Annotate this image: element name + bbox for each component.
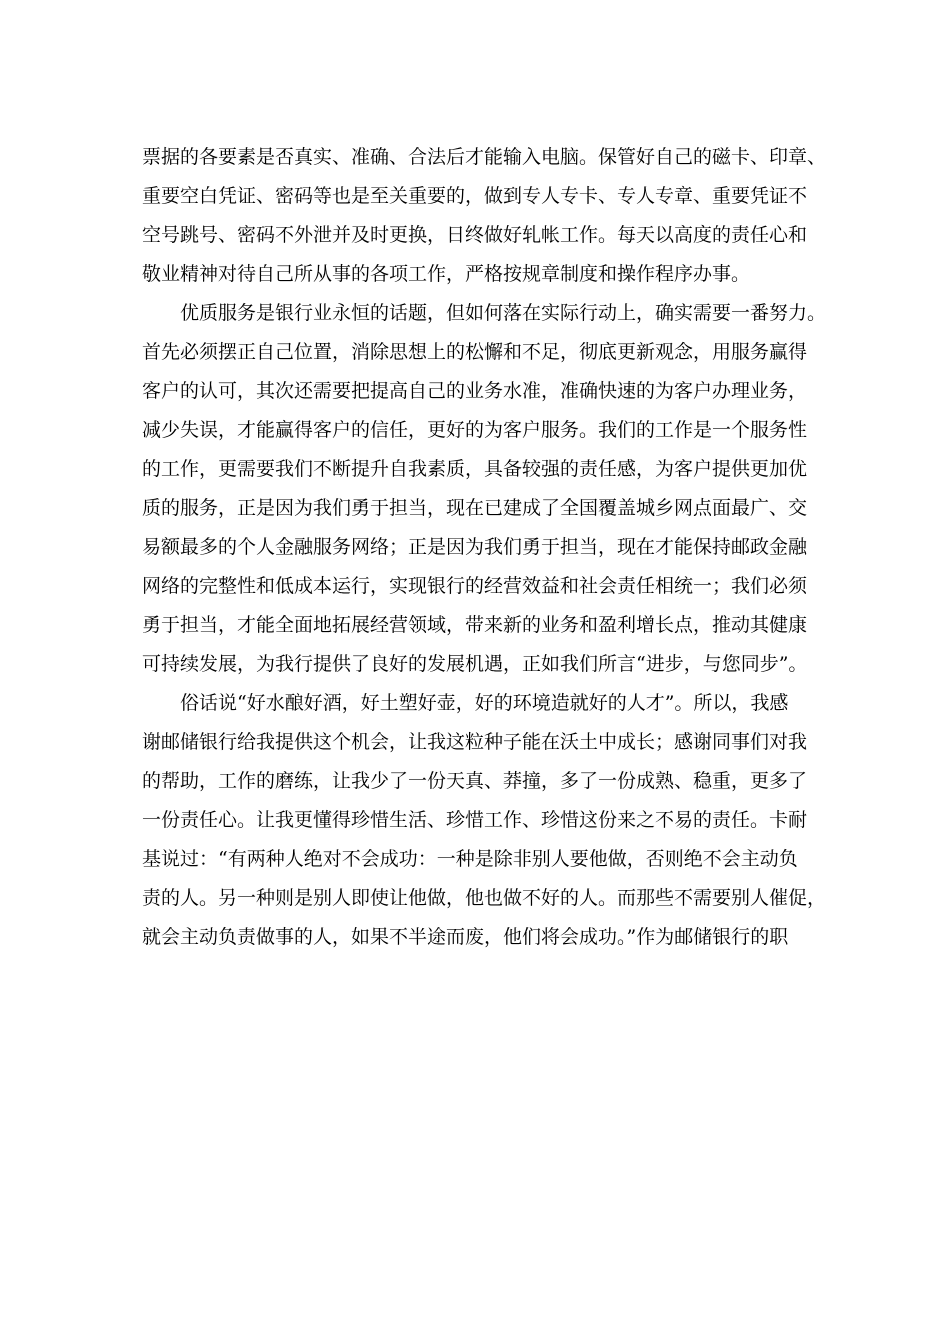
text-line: 票据的各要素是否真实、准确、合法后才能输入电脑。保管好自己的磁卡、印章、 [142,146,827,168]
text-line: 就会主动负责做事的人，如果不半途而废，他们将会成功。”作为邮储银行的职 [142,926,789,948]
text-line: 网络的完整性和低成本运行，实现银行的经营效益和社会责任相统一；我们必须 [142,575,808,597]
text-line: 减少失误，才能赢得客户的信任，更好的为客户服务。我们的工作是一个服务性 [142,419,808,441]
text-line: 勇于担当，才能全面地拓展经营领域，带来新的业务和盈利增长点，推动其健康 [142,614,808,636]
text-line: 空号跳号、密码不外泄并及时更换，日终做好轧帐工作。每天以高度的责任心和 [142,224,808,246]
text-line: 质的服务，正是因为我们勇于担当，现在已建成了全国覆盖城乡网点面最广、交 [142,497,808,519]
paragraph-start-line: 俗话说“好水酿好酒，好土塑好壶，好的环境造就好的人才”。所以，我感 [180,692,789,714]
text-line: 可持续发展，为我行提供了良好的发展机遇，正如我们所言“进步，与您同步”。 [142,653,808,675]
text-line: 的帮助，工作的磨练，让我少了一份天真、莽撞，多了一份成熟、稳重，更多了 [142,770,808,792]
text-line: 首先必须摆正自己位置，消除思想上的松懈和不足，彻底更新观念，用服务赢得 [142,341,808,363]
document-body [142,138,832,957]
text-line: 基说过：“有两种人绝对不会成功：一种是除非别人要他做，否则绝不会主动负 [142,848,798,870]
text-line: 敬业精神对待自己所从事的各项工作，严格按规章制度和操作程序办事。 [142,263,751,285]
text-line: 客户的认可，其次还需要把提高自己的业务水准，准确快速的为客户办理业务， [142,380,808,402]
text-line: 谢邮储银行给我提供这个机会，让我这粒种子能在沃土中成长；感谢同事们对我 [142,731,808,753]
text-line: 重要空白凭证、密码等也是至关重要的，做到专人专卡、专人专章、重要凭证不 [142,185,808,207]
text-line: 责的人。另一种则是别人即使让他做，他也做不好的人。而那些不需要别人催促， [142,887,827,909]
text-line: 一份责任心。让我更懂得珍惜生活、珍惜工作、珍惜这份来之不易的责任。卡耐 [142,809,808,831]
text-line: 易额最多的个人金融服务网络；正是因为我们勇于担当，现在才能保持邮政金融 [142,536,808,558]
paragraph-start-line: 优质服务是银行业永恒的话题，但如何落在实际行动上，确实需要一番努力。 [180,302,827,324]
text-line: 的工作，更需要我们不断提升自我素质，具备较强的责任感，为客户提供更加优 [142,458,808,480]
